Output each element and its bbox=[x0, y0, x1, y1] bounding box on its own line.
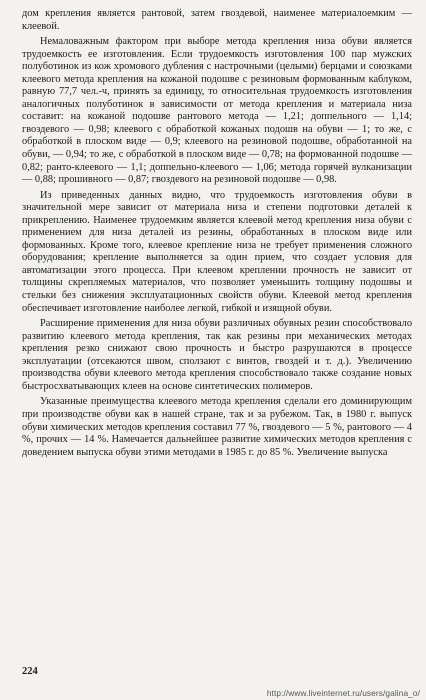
book-page-text bbox=[22, 8, 412, 459]
paragraph-continuation: дом крепления является рантовой, затем гвоздевой, наименее материалоемким — клеевой. bbox=[22, 8, 412, 32]
paragraph-production-statistics: Указанные преимущества клеевого метода крепления сделали его доминирующим при производстве обуви как в нашей стране, так и за рубежом. Так, в 1980 г. выпуск обуви химических методов крепления составил 77 %, гвоздевого — 5 %, рантового — 4 %, прочих — 14 %. Намечается дальнейшее развитие химических методов крепления с доведением выпуска обуви этими методами в 1985 г. до 85 %. Увеличение выпуска bbox=[22, 396, 412, 458]
watermark-url: http://www.liveinternet.ru/users/galina_o/ bbox=[266, 688, 420, 698]
page-number: 224 bbox=[22, 666, 38, 677]
paragraph-adhesive-advantages: Из приведенных данных видно, что трудоемкость изготовления обуви в значительной мере зависит от материала низа и степени подготовки деталей к прикреплению. Наименее трудоемким является клеевой метод крепления низа обуви с применением для низа деталей из резины, обработанных в плоском виде или формованных. Кроме того, клеевое крепление низа не требует применения сложного оборудования; крепление выполняется за один прием, что создает условия для автоматизации этого процесса. При клеевом креплении прочность не зависит от толщины скрепляемых материалов, что позволяет уменьшить толщину подошвы и стельки без снижения эксплуатационных свойств обуви. Клеевой метод крепления обеспечивает изготовление наиболее легкой, гибкой и изящной обуви. bbox=[22, 189, 412, 314]
paragraph-labor-intensity: Немаловажным фактором при выборе метода крепления низа обуви является трудоемкость ее изготовления. Если трудоемкость изготовления 100 пар мужских полуботинок из кож хромового дубления с настрочными (целыми) берцами и союзками клеевого метода крепления на кожаной подошве с резиновым формованным каблуком, равную 77,7 чел.-ч, принять за единицу, то относительная трудоемкость изготовления аналогичных полуботинок в зависимости от метода крепления и материала низа составит: на кожаной подошве рантового метода — 1,21; доппельного — 1,14; гвоздевого — 0,98; клеевого с обработкой кожаных подошв на обуви — 1; то же, с обработкой в плоском виде — 0,9; клеевого на резиновой подошве, обработанной на обуви, — 0,94; то же, с обработкой в плоском виде — 0,78; на формованной подошве — 0,82; ранто-клеевого — 1,1; доппельно-клеевого — 1,06; метода горячей вулканизации — 0,88; прошивного — 0,87; гвоздевого на резиновой подошве — 0,98. bbox=[22, 36, 412, 186]
paragraph-rubber-soles: Расширение применения для низа обуви различных обувных резин способствовало развитию клеевого метода крепления, так как резины при механических методах крепления резко снижают свою прочность и быстро разрушаются в процессе эксплуатации (отсекаются швом, сползают с винтов, гвоздей и т. д.). Увеличению производства обуви клеевого метода крепления способствовало также создание новых быстросхватывающих клеев на основе синтетических полимеров. bbox=[22, 318, 412, 392]
